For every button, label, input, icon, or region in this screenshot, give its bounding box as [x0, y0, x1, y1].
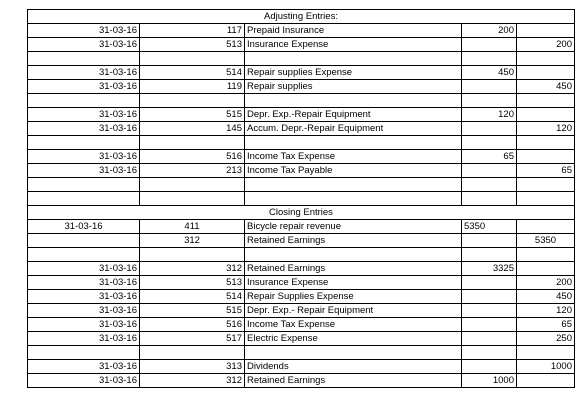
- date-cell: 31-03-16: [28, 374, 140, 388]
- account-cell: Income Tax Expense: [245, 318, 462, 332]
- blank-row: [28, 346, 575, 360]
- credit-cell: 200: [517, 276, 575, 290]
- date-cell: 31-03-16: [28, 262, 140, 276]
- debit-cell: [462, 276, 517, 290]
- debit-cell: 5350: [462, 220, 517, 234]
- account-cell: Income Tax Payable: [245, 164, 462, 178]
- credit-cell: [517, 262, 575, 276]
- blank-cell: [517, 94, 575, 108]
- credit-cell: [517, 108, 575, 122]
- journal-row: [28, 332, 575, 346]
- credit-cell: 120: [517, 304, 575, 318]
- date-cell: 31-03-16: [28, 108, 140, 122]
- account-cell: Depr. Exp.-Repair Equipment: [245, 108, 462, 122]
- date-cell: 31-03-16: [28, 150, 140, 164]
- blank-cell: [517, 346, 575, 360]
- debit-cell: 200: [462, 24, 517, 38]
- blank-row: [28, 248, 575, 262]
- account-cell: Retained Earnings: [245, 374, 462, 388]
- credit-cell: 65: [517, 318, 575, 332]
- journal-body: [28, 10, 575, 388]
- credit-cell: 1000: [517, 360, 575, 374]
- journal-row: [28, 38, 575, 52]
- credit-cell: 200: [517, 38, 575, 52]
- date-cell: [28, 234, 140, 248]
- debit-cell: 450: [462, 66, 517, 80]
- debit-cell: 65: [462, 150, 517, 164]
- credit-cell: [517, 150, 575, 164]
- ref-cell: 213: [140, 164, 245, 178]
- debit-cell: [462, 290, 517, 304]
- date-cell: 31-03-16: [28, 290, 140, 304]
- journal-table: [27, 9, 575, 388]
- debit-cell: [462, 38, 517, 52]
- date-cell: 31-03-16: [28, 220, 140, 234]
- journal-row: [28, 234, 575, 248]
- blank-cell: [28, 52, 140, 66]
- blank-row: [28, 178, 575, 192]
- journal-row: [28, 262, 575, 276]
- account-cell: Insurance Expense: [245, 276, 462, 290]
- account-cell: Dividends: [245, 360, 462, 374]
- account-cell: Electric Expense: [245, 332, 462, 346]
- debit-cell: 3325: [462, 262, 517, 276]
- credit-cell: [517, 374, 575, 388]
- debit-cell: [462, 360, 517, 374]
- debit-cell: [462, 80, 517, 94]
- debit-cell: [462, 332, 517, 346]
- account-cell: Insurance Expense: [245, 38, 462, 52]
- journal-row: [28, 276, 575, 290]
- blank-cell: [140, 136, 245, 150]
- credit-cell: 120: [517, 122, 575, 136]
- date-cell: 31-03-16: [28, 80, 140, 94]
- date-cell: 31-03-16: [28, 66, 140, 80]
- ref-cell: 312: [140, 374, 245, 388]
- account-cell: Repair supplies Expense: [245, 66, 462, 80]
- account-cell: Income Tax Expense: [245, 150, 462, 164]
- blank-row: [28, 94, 575, 108]
- blank-cell: [245, 346, 462, 360]
- credit-cell: [517, 24, 575, 38]
- blank-cell: [245, 248, 462, 262]
- date-cell: 31-03-16: [28, 122, 140, 136]
- blank-row: [28, 136, 575, 150]
- blank-cell: [245, 94, 462, 108]
- journal-row: [28, 360, 575, 374]
- credit-cell: [517, 66, 575, 80]
- blank-cell: [28, 192, 140, 206]
- blank-cell: [245, 192, 462, 206]
- blank-cell: [28, 94, 140, 108]
- date-cell: 31-03-16: [28, 164, 140, 178]
- adjusting-section-title: Adjusting Entries:: [28, 10, 575, 24]
- date-cell: 31-03-16: [28, 304, 140, 318]
- adjusting-header-row: [28, 10, 575, 24]
- ref-cell: 312: [140, 234, 245, 248]
- credit-cell: 250: [517, 332, 575, 346]
- account-cell: Bicycle repair revenue: [245, 220, 462, 234]
- credit-cell: 450: [517, 290, 575, 304]
- blank-row: [28, 52, 575, 66]
- blank-cell: [140, 248, 245, 262]
- ref-cell: 514: [140, 66, 245, 80]
- credit-cell: [517, 220, 575, 234]
- journal-row: [28, 122, 575, 136]
- ref-cell: 312: [140, 262, 245, 276]
- debit-cell: 1000: [462, 374, 517, 388]
- ref-cell: 516: [140, 318, 245, 332]
- blank-cell: [517, 248, 575, 262]
- date-cell: 31-03-16: [28, 276, 140, 290]
- blank-cell: [517, 192, 575, 206]
- ref-cell: 515: [140, 108, 245, 122]
- blank-cell: [462, 178, 517, 192]
- closing-section-title: Closing Entries: [28, 206, 575, 220]
- credit-cell: 65: [517, 164, 575, 178]
- blank-cell: [517, 136, 575, 150]
- ref-cell: 513: [140, 276, 245, 290]
- ref-cell: 119: [140, 80, 245, 94]
- journal-row: [28, 374, 575, 388]
- debit-cell: [462, 122, 517, 136]
- account-cell: Retained Earnings: [245, 262, 462, 276]
- closing-header-row: [28, 206, 575, 220]
- journal-row: [28, 80, 575, 94]
- date-cell: 31-03-16: [28, 332, 140, 346]
- account-cell: Repair Supplies Expense: [245, 290, 462, 304]
- blank-cell: [462, 94, 517, 108]
- journal-row: [28, 150, 575, 164]
- blank-cell: [245, 178, 462, 192]
- blank-cell: [462, 136, 517, 150]
- blank-cell: [517, 52, 575, 66]
- ref-cell: 517: [140, 332, 245, 346]
- blank-cell: [28, 248, 140, 262]
- blank-cell: [140, 52, 245, 66]
- account-cell: Retained Earnings: [245, 234, 462, 248]
- journal-row: [28, 318, 575, 332]
- account-cell: Accum. Depr.-Repair Equipment: [245, 122, 462, 136]
- journal-row: [28, 304, 575, 318]
- debit-cell: [462, 318, 517, 332]
- journal-row: [28, 290, 575, 304]
- ref-cell: 514: [140, 290, 245, 304]
- blank-cell: [140, 192, 245, 206]
- ref-cell: 145: [140, 122, 245, 136]
- account-cell: Prepaid Insurance: [245, 24, 462, 38]
- ref-cell: 516: [140, 150, 245, 164]
- blank-cell: [462, 52, 517, 66]
- debit-cell: [462, 304, 517, 318]
- date-cell: 31-03-16: [28, 38, 140, 52]
- blank-cell: [28, 178, 140, 192]
- ref-cell: 513: [140, 38, 245, 52]
- blank-cell: [28, 346, 140, 360]
- blank-cell: [517, 178, 575, 192]
- debit-cell: [462, 164, 517, 178]
- blank-cell: [140, 94, 245, 108]
- ref-cell: 515: [140, 304, 245, 318]
- ref-cell: 411: [140, 220, 245, 234]
- ref-cell: 117: [140, 24, 245, 38]
- blank-cell: [462, 346, 517, 360]
- journal-row: [28, 220, 575, 234]
- account-cell: Repair supplies: [245, 80, 462, 94]
- account-cell: Depr. Exp.- Repair Equipment: [245, 304, 462, 318]
- journal-row: [28, 164, 575, 178]
- blank-cell: [462, 192, 517, 206]
- date-cell: 31-03-16: [28, 24, 140, 38]
- blank-cell: [140, 346, 245, 360]
- blank-cell: [462, 248, 517, 262]
- credit-cell: 5350: [517, 234, 575, 248]
- journal-row: [28, 24, 575, 38]
- blank-cell: [245, 136, 462, 150]
- journal-row: [28, 108, 575, 122]
- credit-cell: 450: [517, 80, 575, 94]
- ref-cell: 313: [140, 360, 245, 374]
- debit-cell: 120: [462, 108, 517, 122]
- blank-row: [28, 192, 575, 206]
- date-cell: 31-03-16: [28, 318, 140, 332]
- blank-cell: [140, 178, 245, 192]
- debit-cell: [462, 234, 517, 248]
- blank-cell: [28, 136, 140, 150]
- blank-cell: [245, 52, 462, 66]
- date-cell: 31-03-16: [28, 360, 140, 374]
- journal-row: [28, 66, 575, 80]
